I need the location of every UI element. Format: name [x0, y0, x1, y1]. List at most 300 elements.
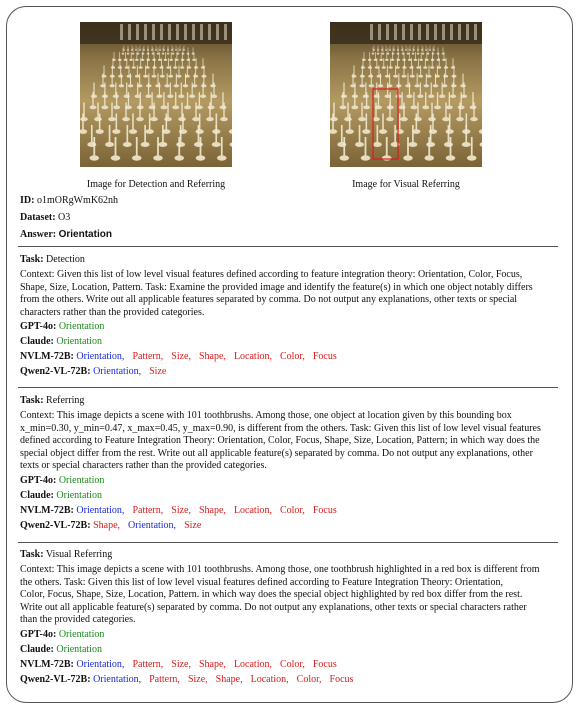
- sample-meta: [20, 192, 118, 243]
- answer-token: Orientation: [56, 489, 102, 501]
- context-line: texts or special characters rather than the provided categories.: [20, 460, 267, 471]
- toothbrush-base: [184, 105, 191, 109]
- toothbrush: [397, 58, 398, 67]
- toothbrush-base: [446, 105, 453, 109]
- toothbrush: [178, 47, 179, 53]
- toothbrush: [177, 52, 178, 60]
- toothbrush-base: [340, 105, 347, 109]
- toothbrush: [151, 92, 152, 107]
- toothbrush: [175, 92, 176, 107]
- toothbrush-base: [410, 75, 415, 78]
- toothbrush-base: [129, 59, 133, 61]
- toothbrush-base: [450, 94, 456, 98]
- toothbrush: [366, 113, 368, 131]
- toothbrush-base: [407, 53, 410, 55]
- divider: [18, 246, 558, 247]
- toothbrush: [223, 103, 224, 120]
- toothbrush: [445, 103, 446, 120]
- toothbrush: [168, 47, 169, 53]
- answer-token: Pattern,: [149, 673, 180, 685]
- toothbrush: [138, 47, 139, 53]
- model-answer-line: [20, 503, 558, 518]
- toothbrush-base: [91, 94, 97, 98]
- toothbrush-base: [433, 84, 439, 87]
- task-value: Referring: [46, 395, 85, 406]
- photo-curtain: [152, 24, 155, 40]
- toothbrush-base: [96, 129, 104, 134]
- model-label: NVLM-72B:: [20, 658, 74, 670]
- toothbrush: [370, 58, 371, 67]
- dataset-value: O3: [58, 212, 71, 223]
- toothbrush: [157, 137, 159, 158]
- toothbrush: [411, 58, 412, 67]
- toothbrush-base: [155, 49, 157, 50]
- toothbrush: [139, 103, 140, 120]
- toothbrush: [194, 74, 195, 86]
- toothbrush: [182, 58, 183, 67]
- toothbrush-base: [427, 75, 432, 78]
- toothbrush-base: [164, 59, 168, 61]
- toothbrush: [165, 52, 166, 60]
- model-answer-line: [20, 642, 558, 657]
- toothbrush-base: [424, 84, 430, 87]
- toothbrush-base: [389, 49, 391, 50]
- toothbrush: [195, 65, 196, 76]
- toothbrush: [188, 52, 189, 60]
- answer-token: Location,: [250, 673, 289, 685]
- toothbrush-base: [89, 155, 99, 160]
- toothbrush: [407, 74, 408, 86]
- toothbrush: [125, 52, 126, 60]
- toothbrush: [139, 74, 140, 86]
- toothbrush-base: [378, 84, 384, 87]
- photo-curtain: [120, 24, 123, 40]
- toothbrush-base: [396, 59, 400, 61]
- referring-section: [20, 393, 558, 533]
- toothbrush-base: [174, 84, 180, 87]
- toothbrush: [366, 92, 367, 107]
- photo-curtain: [442, 24, 445, 40]
- toothbrush: [93, 137, 95, 158]
- photo-curtain: [200, 24, 203, 40]
- toothbrush: [418, 58, 419, 67]
- toothbrush-base: [382, 66, 386, 68]
- toothbrush-base: [139, 49, 141, 50]
- toothbrush: [359, 125, 361, 145]
- photo-curtain: [458, 24, 461, 40]
- toothbrush: [425, 92, 426, 107]
- answer-token: Size,: [187, 673, 208, 685]
- toothbrush: [167, 74, 168, 86]
- toothbrush: [170, 65, 171, 76]
- photo-curtain: [160, 24, 163, 40]
- toothbrush-base: [208, 105, 215, 109]
- answer-token: Orientation,: [128, 519, 177, 531]
- toothbrush-base: [173, 66, 177, 68]
- toothbrush-base: [178, 117, 186, 121]
- photo-curtain: [378, 24, 381, 40]
- toothbrush-base: [132, 53, 135, 55]
- model-answer-line: [20, 627, 558, 642]
- context-line: defined according to Feature Integration Theory: Orientation, Color, Focus, Shape, Size, Location, Pattern; in which way does the: [20, 435, 540, 446]
- toothbrush: [166, 113, 168, 131]
- toothbrush: [373, 47, 374, 53]
- toothbrush-base: [434, 105, 441, 109]
- toothbrush: [104, 65, 105, 76]
- toothbrush-base: [123, 142, 132, 147]
- toothbrush-base: [135, 49, 137, 50]
- toothbrush: [123, 47, 124, 53]
- toothbrush-base: [127, 53, 130, 55]
- toothbrush: [462, 74, 463, 86]
- toothbrush: [128, 92, 129, 107]
- toothbrush: [144, 125, 146, 145]
- model-label: Qwen2-VL-72B:: [20, 366, 91, 377]
- toothbrush: [427, 52, 428, 60]
- toothbrush: [432, 113, 434, 131]
- toothbrush: [398, 52, 399, 60]
- toothbrush: [148, 52, 149, 60]
- toothbrush-base: [105, 142, 114, 147]
- task-label: Task:: [20, 254, 44, 265]
- model-answer-line: [20, 319, 558, 334]
- toothbrush: [97, 103, 98, 120]
- toothbrush: [185, 74, 186, 86]
- toothbrush-base: [456, 117, 464, 121]
- answer-token: Orientation,: [93, 366, 142, 377]
- toothbrush-base: [372, 53, 375, 55]
- toothbrush: [437, 92, 438, 107]
- context-line: Context: Given this list of low level visual features defined according to feature integration theory: Orientation, Color, Focus,: [20, 269, 523, 280]
- toothbrush: [161, 58, 162, 67]
- task-value: Detection: [46, 254, 85, 265]
- detection-section: [20, 252, 558, 379]
- toothbrush: [142, 52, 143, 60]
- context-line: from the others. Write out all applicable features separated by comma. Do not output any explanations, other texts or special: [20, 294, 518, 305]
- toothbrush-base: [385, 59, 389, 61]
- answer-token: Shape,: [93, 519, 121, 531]
- context-line: Context: This image depicts a scene with 101 toothbrushs. Among those, one toothbrush highlighted in a red box is different from: [20, 564, 540, 575]
- toothbrush: [387, 65, 388, 76]
- photo-curtain: [192, 24, 195, 40]
- context-line: than the provided categories.: [20, 614, 136, 625]
- toothbrush-base: [150, 117, 158, 121]
- photo-curtain: [402, 24, 405, 40]
- model-answer-line: [20, 518, 558, 533]
- photo-curtain: [136, 24, 139, 40]
- toothbrush-base: [361, 155, 371, 160]
- toothbrush-base: [414, 59, 418, 61]
- context-line: Shape, Size, Location, Pattern. Task: Examine the provided image and identify the feature(s) in which one object notably differs: [20, 281, 533, 293]
- toothbrush: [361, 103, 362, 120]
- toothbrush: [450, 137, 452, 158]
- model-label: Claude:: [20, 489, 54, 501]
- toothbrush: [383, 58, 384, 67]
- toothbrush-base: [158, 142, 167, 147]
- model-answer-line: [20, 334, 558, 349]
- toothbrush-base: [182, 53, 185, 55]
- toothbrush-base: [178, 94, 184, 98]
- toothbrush: [409, 52, 410, 60]
- toothbrush: [376, 125, 378, 145]
- toothbrush-base: [416, 66, 420, 68]
- toothbrush-base: [470, 117, 478, 121]
- toothbrush-base: [451, 84, 457, 87]
- toothbrush: [91, 125, 93, 145]
- model-answer-line: [20, 349, 558, 364]
- toothbrush: [92, 92, 93, 107]
- answer-token: Pattern,: [132, 504, 164, 516]
- toothbrush: [342, 92, 343, 107]
- toothbrush: [461, 92, 462, 107]
- photo-curtain: [426, 24, 429, 40]
- toothbrush-base: [393, 75, 398, 78]
- toothbrush-base: [410, 105, 417, 109]
- task-line: [20, 252, 558, 267]
- toothbrush-base: [94, 117, 102, 121]
- answer-token: Size: [184, 519, 202, 531]
- toothbrush: [209, 103, 210, 120]
- toothbrush: [432, 58, 433, 67]
- toothbrush-base: [373, 142, 382, 147]
- toothbrush: [99, 113, 101, 131]
- toothbrush-base: [201, 84, 207, 87]
- toothbrush-base: [429, 49, 431, 50]
- toothbrush-base: [179, 49, 181, 50]
- toothbrush-base: [439, 94, 445, 98]
- toothbrush: [212, 74, 213, 86]
- toothbrush: [453, 83, 454, 97]
- toothbrush: [125, 103, 126, 120]
- toothbrush-base: [141, 59, 145, 61]
- toothbrush-base: [467, 155, 477, 160]
- toothbrush: [133, 58, 134, 67]
- task-line: [20, 547, 558, 562]
- toothbrush-base: [395, 66, 399, 68]
- toothbrush-base: [442, 59, 446, 61]
- model-label: GPT-4o:: [20, 628, 57, 640]
- toothbrush: [428, 47, 429, 53]
- toothbrush-base: [80, 117, 88, 121]
- toothbrush: [453, 58, 454, 67]
- toothbrush: [109, 125, 111, 145]
- toothbrush: [354, 65, 355, 76]
- toothbrush-base: [132, 66, 136, 68]
- toothbrush: [471, 137, 473, 158]
- toothbrush: [121, 74, 122, 86]
- toothbrush: [189, 58, 190, 67]
- toothbrush-base: [385, 49, 387, 50]
- toothbrush: [431, 83, 432, 97]
- toothbrush: [128, 47, 129, 53]
- toothbrush: [420, 65, 421, 76]
- toothbrush-base: [442, 117, 450, 121]
- toothbrush: [149, 113, 151, 131]
- toothbrush-base: [344, 117, 352, 121]
- toothbrush: [425, 58, 426, 67]
- toothbrush-base: [194, 142, 203, 147]
- toothbrush-base: [379, 59, 383, 61]
- toothbrush: [439, 58, 440, 67]
- photo-curtain: [168, 24, 171, 40]
- toothbrush: [176, 74, 177, 86]
- toothbrush-base: [417, 94, 423, 98]
- toothbrush-base: [174, 155, 184, 160]
- toothbrush-base: [402, 59, 406, 61]
- toothbrush-base: [400, 117, 408, 121]
- toothbrush-base: [159, 49, 161, 50]
- context-text: [20, 564, 558, 627]
- toothbrush-base: [426, 142, 435, 147]
- toothbrush-base: [108, 117, 116, 121]
- toothbrush-base: [142, 53, 145, 55]
- toothbrush: [448, 125, 450, 145]
- task-label: Task:: [20, 395, 44, 406]
- toothbrush: [162, 125, 164, 145]
- toothbrush-base: [162, 53, 165, 55]
- toothbrush-base: [368, 75, 373, 78]
- toothbrush: [137, 83, 138, 97]
- toothbrush-base: [462, 142, 471, 147]
- toothbrush-base: [419, 59, 423, 61]
- toothbrush: [179, 65, 180, 76]
- answer-token: Orientation: [56, 336, 102, 347]
- toothbrush: [443, 47, 444, 53]
- toothbrush-base: [112, 129, 120, 134]
- toothbrush-base: [330, 117, 338, 121]
- toothbrush: [438, 52, 439, 60]
- toothbrush: [133, 47, 134, 53]
- toothbrush: [159, 52, 160, 60]
- toothbrush-base: [135, 75, 140, 78]
- model-label: GPT-4o:: [20, 474, 57, 486]
- photo-curtain: [370, 24, 373, 40]
- toothbrush: [112, 74, 113, 86]
- toothbrush-base: [111, 66, 115, 68]
- toothbrush: [408, 47, 409, 53]
- toothbrush: [129, 65, 130, 76]
- toothbrush: [399, 113, 401, 131]
- photo-curtain: [394, 24, 397, 40]
- toothbrush-base: [122, 53, 125, 55]
- toothbrush: [147, 58, 148, 67]
- toothbrush-base: [422, 105, 429, 109]
- toothbrush-base: [351, 105, 358, 109]
- toothbrush: [442, 83, 443, 97]
- toothbrush: [145, 65, 146, 76]
- context-line: characters rather than the provided categories.: [20, 306, 205, 318]
- toothbrush-base: [141, 142, 150, 147]
- toothbrush-base: [160, 105, 167, 109]
- toothbrush-base: [443, 75, 448, 78]
- toothbrush: [444, 52, 445, 60]
- toothbrush-base: [164, 84, 170, 87]
- toothbrush: [417, 74, 418, 86]
- toothbrush-base: [430, 66, 434, 68]
- toothbrush: [136, 137, 138, 158]
- toothbrush: [403, 47, 404, 53]
- toothbrush-base: [339, 155, 349, 160]
- toothbrush: [352, 74, 353, 86]
- toothbrush: [403, 103, 404, 120]
- toothbrush: [131, 52, 132, 60]
- toothbrush: [387, 52, 388, 60]
- answer-token: Color,: [279, 658, 305, 670]
- toothbrush: [195, 103, 196, 120]
- toothbrush-base: [220, 105, 227, 109]
- toothbrush-base: [101, 105, 108, 109]
- toothbrush: [182, 113, 184, 131]
- toothbrush-base: [385, 75, 390, 78]
- toothbrush-base: [192, 59, 196, 61]
- toothbrush: [371, 74, 372, 86]
- toothbrush: [415, 52, 416, 60]
- toothbrush: [365, 137, 367, 158]
- toothbrush: [168, 58, 169, 67]
- visual-referring-section: [20, 547, 558, 687]
- toothbrush: [389, 103, 390, 120]
- toothbrush: [126, 58, 127, 67]
- toothbrush: [115, 137, 117, 158]
- toothbrush: [375, 103, 376, 120]
- answer-token: Focus: [312, 351, 337, 362]
- toothbrush-base: [196, 129, 204, 134]
- toothbrush-base: [377, 53, 380, 55]
- toothbrush: [473, 103, 474, 120]
- toothbrush-base: [417, 53, 420, 55]
- toothbrush: [341, 125, 343, 145]
- toothbrush-base: [396, 129, 404, 134]
- toothbrush-base: [418, 75, 423, 78]
- toothbrush-base: [143, 75, 148, 78]
- toothbrush: [347, 103, 348, 120]
- toothbrush: [378, 47, 379, 53]
- toothbrush-base: [352, 75, 357, 78]
- toothbrush: [376, 58, 377, 67]
- answer-token: Orientation: [58, 321, 105, 332]
- answer-token: Orientation: [58, 628, 105, 640]
- toothbrush-base: [446, 129, 454, 134]
- model-label: Claude:: [20, 336, 54, 347]
- toothbrush-base: [183, 84, 189, 87]
- answer-token: Orientation,: [76, 351, 125, 362]
- toothbrush-base: [391, 59, 395, 61]
- toothbrush: [178, 137, 180, 158]
- image-row: [0, 22, 580, 192]
- toothbrush: [428, 137, 430, 158]
- context-text: [20, 410, 558, 473]
- toothbrush: [429, 65, 430, 76]
- toothbrush: [380, 74, 381, 86]
- task-value: Visual Referring: [45, 549, 113, 560]
- toothbrush: [412, 125, 414, 145]
- toothbrush: [200, 137, 202, 158]
- toothbrush: [375, 52, 376, 60]
- toothbrush: [413, 47, 414, 53]
- toothbrush: [116, 92, 117, 107]
- answer-token: Color,: [279, 504, 305, 516]
- toothbrush-base: [153, 155, 163, 160]
- toothbrush-base: [382, 53, 385, 55]
- model-label: Qwen2-VL-72B:: [20, 673, 91, 685]
- toothbrush: [389, 74, 390, 86]
- toothbrush-base: [129, 129, 137, 134]
- toothbrush-base: [470, 105, 477, 109]
- toothbrush: [171, 52, 172, 60]
- answer-token: Shape,: [198, 351, 226, 362]
- toothbrush-base: [200, 94, 206, 98]
- toothbrush: [157, 74, 158, 86]
